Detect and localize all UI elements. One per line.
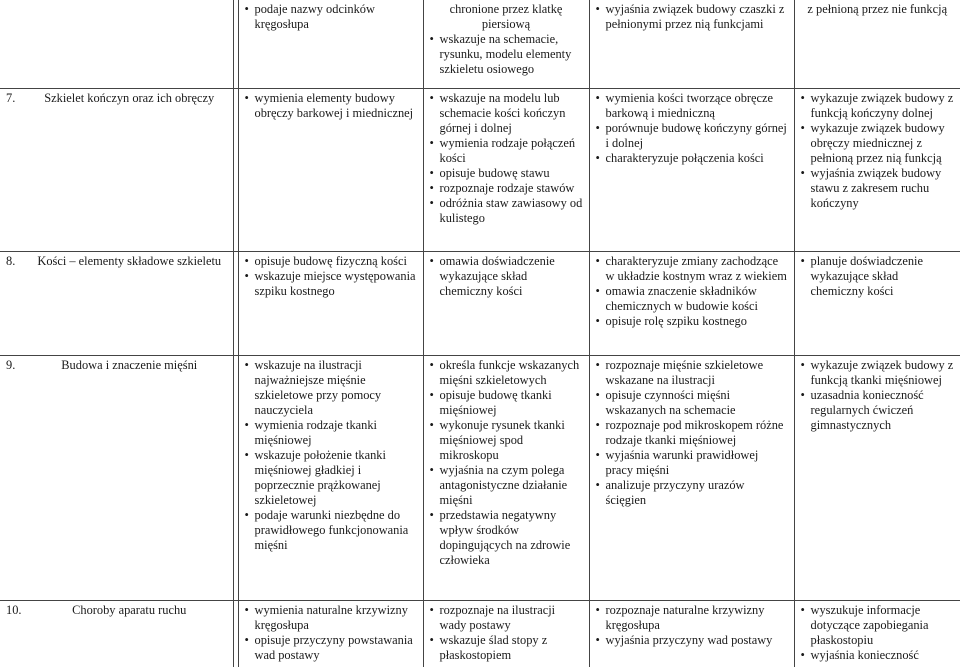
- requirement-item: • opisuje rolę szpiku kostnego: [596, 314, 788, 329]
- requirement-item: • wyjaśnia związek budowy czaszki z pełnionymi przez nią funkcjami: [596, 2, 788, 32]
- requirement-level-2: [423, 251, 589, 355]
- requirement-item: • charakteryzuje zmiany zachodzące w układzie kostnym wraz z wiekiem: [596, 254, 788, 284]
- requirement-item: • wskazuje ślad stopy z płaskostopiem: [430, 633, 583, 663]
- lesson-number: 10.: [6, 602, 22, 617]
- requirement-item: • wymienia elementy budowy obręczy barkowej i miednicznej: [245, 91, 417, 121]
- requirement-item: • wyjaśnia związek budowy stawu z zakresem ruchu kończyny: [801, 166, 955, 211]
- requirement-level-3: [589, 600, 794, 667]
- requirement-item: • przedstawia negatywny wpływ środków dopingujących na zdrowie człowieka: [430, 508, 583, 568]
- requirement-item: • wykonuje rysunek tkanki mięśniowej spod mikroskopu: [430, 418, 583, 463]
- requirement-level-1: [238, 355, 423, 600]
- requirement-level-2: [423, 355, 589, 600]
- requirement-item: • opisuje przyczyny powstawania wad postawy: [245, 633, 417, 663]
- requirement-level-2: [423, 600, 589, 667]
- requirement-item: • wskazuje na ilustracji najważniejsze mięśnie szkieletowe przy pomocy nauczyciela: [245, 358, 417, 418]
- requirement-level-4: [794, 251, 960, 355]
- table-row: [0, 0, 960, 88]
- requirement-level-2: [423, 88, 589, 251]
- requirement-level-4: [794, 355, 960, 600]
- lesson-number: 9.: [6, 357, 16, 372]
- lesson-cell: [0, 251, 233, 355]
- requirement-level-2: [423, 0, 589, 88]
- lesson-cell: [0, 0, 233, 88]
- requirement-level-1: [238, 251, 423, 355]
- requirement-item: • wskazuje na schemacie, rysunku, modelu elementy szkieletu osiowego: [430, 32, 583, 77]
- requirement-item: • opisuje czynności mięśni wskazanych na schemacie: [596, 388, 788, 418]
- requirement-item: • wymienia rodzaje tkanki mięśniowej: [245, 418, 417, 448]
- requirement-level-4: [794, 600, 960, 667]
- requirement-level-3: [589, 88, 794, 251]
- requirement-item: • charakteryzuje połączenia kości: [596, 151, 788, 166]
- table-row: [0, 251, 960, 355]
- lesson-cell: [0, 88, 233, 251]
- requirement-item: • wymienia rodzaje połączeń kości: [430, 136, 583, 166]
- lesson-number: 8.: [6, 253, 16, 268]
- requirement-level-1: [238, 0, 423, 88]
- requirement-item: • odróżnia staw zawiasowy od kulistego: [430, 196, 583, 226]
- requirement-item: • wskazuje miejsce występowania szpiku kostnego: [245, 269, 417, 299]
- requirement-item: • opisuje budowę tkanki mięśniowej: [430, 388, 583, 418]
- requirement-item: • uzasadnia konieczność regularnych ćwiczeń gimnastycznych: [801, 388, 955, 433]
- requirement-level-4: [794, 88, 960, 251]
- lesson-topic: Szkielet kończyn oraz ich obręczy: [44, 90, 215, 105]
- requirement-item: • podaje warunki niezbędne do prawidłowego funkcjonowania mięśni: [245, 508, 417, 553]
- requirement-item: • wyjaśnia warunki prawidłowej pracy mięśni: [596, 448, 788, 478]
- lesson-topic: Choroby aparatu ruchu: [72, 602, 187, 617]
- requirement-item: • rozpoznaje na ilustracji wady postawy: [430, 603, 583, 633]
- table-row: [0, 355, 960, 600]
- lesson-topic: Budowa i znaczenie mięśni: [61, 357, 198, 372]
- requirement-item: • rozpoznaje mięśnie szkieletowe wskazane na ilustracji: [596, 358, 788, 388]
- requirement-level-3: [589, 355, 794, 600]
- requirement-item: • opisuje budowę fizyczną kości: [245, 254, 417, 269]
- requirement-item: • wskazuje na modelu lub schemacie kości kończyn górnej i dolnej: [430, 91, 583, 136]
- requirement-item: • analizuje przyczyny urazów ścięgien: [596, 478, 788, 508]
- requirement-item: • wyjaśnia przyczyny wad postawy: [596, 633, 788, 648]
- requirement-item: • rozpoznaje naturalne krzywizny kręgosłupa: [596, 603, 788, 633]
- requirement-item: • planuje doświadczenie wykazujące skład chemiczny kości: [801, 254, 955, 299]
- requirement-level-1: [238, 600, 423, 667]
- requirement-level-1: [238, 88, 423, 251]
- requirement-level-3: [589, 0, 794, 88]
- requirement-item: • podaje nazwy odcinków kręgosłupa: [245, 2, 417, 32]
- requirement-item: • rozpoznaje rodzaje stawów: [430, 181, 583, 196]
- requirement-item: • wskazuje położenie tkanki mięśniowej gładkiej i poprzecznie prążkowanej szkieletowej: [245, 448, 417, 508]
- requirement-item: • omawia doświadczenie wykazujące skład chemiczny kości: [430, 254, 583, 299]
- requirement-level-4: [794, 0, 960, 88]
- table-row: [0, 88, 960, 251]
- requirement-item: • wykazuje związek budowy z funkcją tkanki mięśniowej: [801, 358, 955, 388]
- lesson-number: 7.: [6, 90, 16, 105]
- lesson-cell: [0, 600, 233, 667]
- requirement-item: • wykazuje związek budowy z funkcją kończyny dolnej: [801, 91, 955, 121]
- table-row: [0, 600, 960, 667]
- lesson-cell: [0, 355, 233, 600]
- requirement-item: • wyjaśnia na czym polega antagonistyczne działanie mięśni: [430, 463, 583, 508]
- lesson-topic: Kości – elementy składowe szkieletu: [37, 253, 222, 268]
- requirement-item: chronione przez klatkę piersiową: [449, 2, 563, 31]
- requirement-item: • określa funkcje wskazanych mięśni szkieletowych: [430, 358, 583, 388]
- requirement-item: z pełnioną przez nie funkcją: [807, 2, 948, 16]
- requirement-item: • opisuje budowę stawu: [430, 166, 583, 181]
- requirement-item: • wymienia naturalne krzywizny kręgosłupa: [245, 603, 417, 633]
- requirement-level-3: [589, 251, 794, 355]
- requirement-item: • wyszukuje informacje dotyczące zapobiegania płaskostopiu: [801, 603, 955, 648]
- requirement-item: • wyjaśnia konieczność: [801, 648, 955, 663]
- requirement-item: • porównuje budowę kończyny górnej i dolnej: [596, 121, 788, 151]
- requirement-item: • wymienia kości tworzące obręcze barkową i miedniczną: [596, 91, 788, 121]
- requirement-item: • rozpoznaje pod mikroskopem różne rodzaje tkanki mięśniowej: [596, 418, 788, 448]
- requirement-item: • omawia znaczenie składników chemicznych w budowie kości: [596, 284, 788, 314]
- requirement-item: • wykazuje związek budowy obręczy miednicznej z pełnioną przez nią funkcją: [801, 121, 955, 166]
